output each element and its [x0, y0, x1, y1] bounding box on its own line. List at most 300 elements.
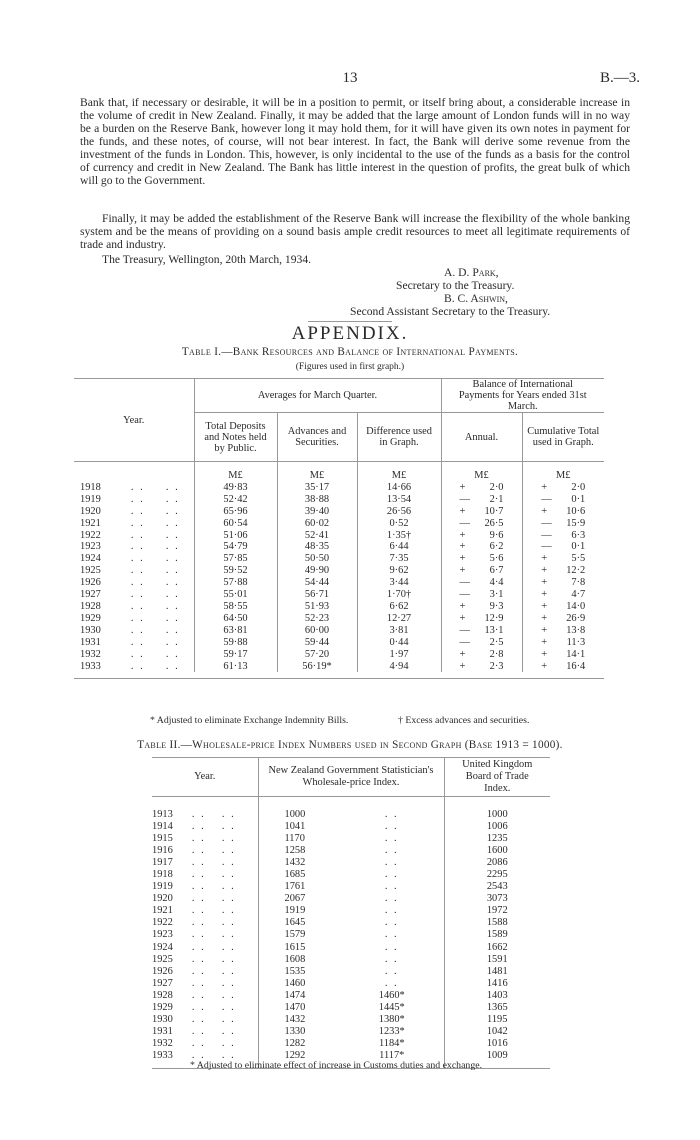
t1-annual-sign: +: [459, 481, 466, 493]
t1-year: 1924: [80, 553, 101, 565]
t1-group-balance: Balance of International Payments for Years ended 31st March.: [441, 379, 604, 413]
t1-cumulative: 11·3: [566, 636, 586, 648]
t2-dots: . .: [191, 1013, 206, 1025]
table-row: [152, 869, 550, 881]
table-row: [74, 506, 604, 518]
t1-cum-sign: +: [541, 505, 548, 517]
t1-deposits: 58·55: [194, 601, 277, 613]
dateline: The Treasury, Wellington, 20th March, 1934.: [102, 253, 312, 266]
t2-col-nz: New Zealand Government Statistician's Wholesale-price Index.: [258, 758, 444, 797]
signatory-1-title: Secretary to the Treasury.: [396, 279, 515, 292]
t1-deposits: 55·01: [194, 589, 277, 601]
t1-cum-sign: —: [541, 529, 552, 541]
t1-col-annual: Annual.: [441, 413, 522, 462]
t2-nz-2: . .: [384, 953, 399, 965]
t1-difference: 13·54: [357, 494, 441, 506]
table-row: [74, 482, 604, 494]
t1-advances: 60·02: [277, 518, 357, 530]
t2-year-cell: [152, 1038, 258, 1050]
t1-dots: . .: [165, 505, 180, 517]
t2-uk: 1365: [444, 1002, 550, 1014]
t2-nz-2: . .: [384, 809, 399, 820]
t1-difference: 1·35†: [357, 530, 441, 542]
t1-annual-sign: +: [459, 612, 466, 624]
t2-nz-2: . .: [384, 845, 399, 857]
t2-col-uk: United Kingdom Board of Trade Index.: [444, 758, 550, 797]
t2-year: 1930: [152, 1013, 173, 1025]
t2-dots: . .: [191, 929, 206, 941]
t2-uk: 1000: [444, 809, 550, 821]
t2-dots: . .: [221, 941, 236, 953]
t1-annual-sign: —: [459, 577, 470, 589]
t1-cumulative-cell: [522, 589, 604, 601]
t2-dots: . .: [191, 905, 206, 917]
t2-nz-2: 1380*: [378, 1013, 405, 1025]
t2-nz-2: . .: [384, 881, 399, 893]
t2-year-cell: [152, 845, 258, 857]
t2-dots: . .: [191, 941, 206, 953]
t2-dots: . .: [221, 845, 236, 857]
t1-annual-cell: [441, 518, 522, 530]
t1-cum-sign: +: [541, 553, 548, 565]
table-row: [152, 1014, 550, 1026]
t1-year-cell: [74, 482, 194, 494]
t2-uk: 2543: [444, 881, 550, 893]
t2-nz-2: 1117*: [379, 1049, 405, 1061]
t1-annual-sign: +: [459, 553, 466, 565]
t2-uk: 1600: [444, 845, 550, 857]
t2-nz-1: 1761: [258, 881, 340, 893]
t1-year-cell: [74, 649, 194, 661]
t2-uk: 1006: [444, 821, 550, 833]
t1-year: 1933: [80, 660, 101, 672]
t1-dots: . .: [165, 600, 180, 612]
t1-difference: 0·52: [357, 518, 441, 530]
t1-annual-sign: +: [459, 600, 466, 612]
t2-nz-1: 1330: [258, 1026, 340, 1038]
t2-dots: . .: [191, 893, 206, 905]
table-row: [152, 929, 550, 941]
t1-deposits: 52·42: [194, 494, 277, 506]
t2-dots: . .: [191, 1025, 206, 1037]
t1-dots: . .: [130, 600, 145, 612]
t2-year-cell: [152, 857, 258, 869]
t1-dots: . .: [165, 481, 180, 493]
t2-year-cell: [152, 917, 258, 929]
t1-cum-sign: —: [541, 517, 552, 529]
t1-cum-sign: +: [541, 648, 548, 660]
t2-nz-1: 1292: [258, 1050, 340, 1062]
t1-advances: 35·17: [277, 482, 357, 494]
t1-dots: . .: [165, 493, 180, 505]
t2-year: 1927: [152, 977, 173, 989]
table-row: [152, 978, 550, 990]
t2-year-cell: [152, 929, 258, 941]
t1-cum-sign: +: [541, 660, 548, 672]
t1-annual: 2·5: [489, 636, 504, 648]
t1-cumulative: 0·1: [571, 493, 586, 505]
t2-nz-1: 1579: [258, 929, 340, 941]
t2-uk: 1416: [444, 978, 550, 990]
table-row: [74, 625, 604, 637]
t1-difference: 9·62: [357, 565, 441, 577]
document-reference: B.—3.: [599, 70, 640, 86]
t2-dots: . .: [191, 917, 206, 929]
t1-annual: 2·1: [489, 493, 504, 505]
t1-deposits: 51·06: [194, 530, 277, 542]
table-row: [152, 1026, 550, 1038]
t2-year: 1926: [152, 965, 173, 977]
t2-uk: 2295: [444, 869, 550, 881]
t2-nz-2: . .: [384, 917, 399, 929]
t1-difference: 14·66: [357, 482, 441, 494]
t2-nz-1: 1460: [258, 978, 340, 990]
signatory-1-name: A. D. Park,: [444, 266, 499, 279]
t1-annual: 10·7: [484, 505, 504, 517]
t1-cumulative: 15·9: [566, 517, 586, 529]
t1-cumulative: 5·5: [571, 553, 586, 565]
t1-year-cell: [74, 661, 194, 673]
t1-cum-sign: —: [541, 493, 552, 505]
t1-deposits: 64·50: [194, 613, 277, 625]
t2-dots: . .: [191, 833, 206, 845]
table-row: [74, 577, 604, 589]
table-2-title: Table II.—Wholesale-price Index Numbers used in Second Graph (Base 1913 = 1000).: [137, 739, 563, 751]
t1-dots: . .: [130, 577, 145, 589]
t1-year-cell: [74, 601, 194, 613]
signatory-2-name: B. C. Ashwin,: [444, 292, 508, 305]
t1-annual: 2·3: [489, 660, 504, 672]
table-row: [152, 857, 550, 869]
t1-cumulative-cell: [522, 482, 604, 494]
t1-year-cell: [74, 637, 194, 649]
t2-dots: . .: [221, 965, 236, 977]
t1-dots: . .: [130, 624, 145, 636]
t1-difference: 12·27: [357, 613, 441, 625]
t1-dots: . .: [165, 624, 180, 636]
t1-deposits: 59·17: [194, 649, 277, 661]
t2-nz-1: 1474: [258, 990, 340, 1002]
t1-advances: 48·35: [277, 541, 357, 553]
t2-nz-1: 1608: [258, 954, 340, 966]
t1-annual: 12·9: [484, 612, 504, 624]
t1-advances: 52·23: [277, 613, 357, 625]
t1-year: 1921: [80, 517, 101, 529]
t1-deposits: 60·54: [194, 518, 277, 530]
t2-nz-2: . .: [384, 869, 399, 881]
table-row: [152, 954, 550, 966]
t1-cumulative-cell: [522, 637, 604, 649]
t2-year: 1924: [152, 941, 173, 953]
t1-cumulative: 0·1: [571, 541, 586, 553]
t1-dots: . .: [165, 577, 180, 589]
t1-year: 1929: [80, 612, 101, 624]
t1-advances: 59·44: [277, 637, 357, 649]
t2-year: 1932: [152, 1037, 173, 1049]
t2-year-cell: [152, 821, 258, 833]
t2-footnote: * Adjusted to eliminate effect of increase in Customs duties and exchange.: [190, 1060, 483, 1071]
t2-nz-1: 1041: [258, 821, 340, 833]
t1-cum-sign: +: [541, 636, 548, 648]
t1-dots: . .: [165, 541, 180, 553]
table-row: [152, 893, 550, 905]
t2-nz-2: . .: [384, 905, 399, 917]
t2-dots: . .: [221, 905, 236, 917]
t1-difference: 1·97: [357, 649, 441, 661]
t1-annual-cell: [441, 625, 522, 637]
t2-year-cell: [152, 809, 258, 821]
t1-bottom-spacer: [74, 672, 604, 679]
table-1-title: Table I.—Bank Resources and Balance of International Payments.: [181, 346, 519, 358]
table-row: [74, 518, 604, 530]
table-row: [152, 1038, 550, 1050]
t2-year: 1921: [152, 905, 173, 917]
t1-cumulative: 4·7: [571, 589, 586, 601]
t2-dots: . .: [221, 953, 236, 965]
t2-dots: . .: [221, 989, 236, 1001]
t1-cumulative: 14·0: [566, 600, 586, 612]
t1-difference: 4·94: [357, 661, 441, 673]
t2-year-cell: [152, 1014, 258, 1026]
t2-nz-2: . .: [384, 929, 399, 941]
t1-year-cell: [74, 577, 194, 589]
t2-nz-1: 1258: [258, 845, 340, 857]
t2-uk: 1589: [444, 929, 550, 941]
table-row: [74, 541, 604, 553]
t1-dots: . .: [165, 612, 180, 624]
t1-unit-spacer: [74, 462, 194, 482]
t2-nz-1: 1282: [258, 1038, 340, 1050]
t1-cumulative-cell: [522, 565, 604, 577]
t2-dots: . .: [191, 857, 206, 869]
t2-year-cell: [152, 978, 258, 990]
t1-cumulative-cell: [522, 553, 604, 565]
t1-annual-cell: [441, 553, 522, 565]
t2-year-cell: [152, 954, 258, 966]
t2-nz-1: 1432: [258, 1014, 340, 1026]
t2-dots: . .: [221, 857, 236, 869]
t1-annual-cell: [441, 530, 522, 542]
t1-cumulative-cell: [522, 649, 604, 661]
t2-year-cell: [152, 905, 258, 917]
t1-deposits: 49·83: [194, 482, 277, 494]
t1-year: 1925: [80, 565, 101, 577]
t1-cumulative: 6·3: [571, 529, 586, 541]
t1-cum-sign: —: [541, 541, 552, 553]
t1-dots: . .: [165, 553, 180, 565]
t1-annual-sign: —: [459, 517, 470, 529]
t2-year-cell: [152, 1026, 258, 1038]
table-row: [74, 649, 604, 661]
t2-nz-1: 1535: [258, 966, 340, 978]
t2-dots: . .: [221, 917, 236, 929]
table-row: [152, 821, 550, 833]
t2-uk: 2086: [444, 857, 550, 869]
t1-annual: 5·6: [489, 553, 504, 565]
t2-year: 1919: [152, 881, 173, 893]
table-row: [74, 589, 604, 601]
t1-deposits: 61·13: [194, 661, 277, 673]
t1-annual-sign: +: [459, 505, 466, 517]
t1-annual-sign: +: [459, 565, 466, 577]
table-row: [152, 881, 550, 893]
t1-unit-advances: M£: [277, 462, 357, 482]
t1-year-cell: [74, 613, 194, 625]
t2-year-cell: [152, 881, 258, 893]
t1-advances: 56·19*: [277, 661, 357, 673]
t2-year-cell: [152, 833, 258, 845]
t1-cumulative-cell: [522, 506, 604, 518]
t1-advances: 57·20: [277, 649, 357, 661]
t1-difference: 0·44: [357, 637, 441, 649]
t2-year: 1933: [152, 1049, 173, 1061]
t1-footnote-1: * Adjusted to eliminate Exchange Indemnity Bills.: [150, 715, 349, 726]
t2-year: 1925: [152, 953, 173, 965]
t1-footnote-2: † Excess advances and securities.: [398, 715, 530, 726]
t2-year-header: Year.: [194, 770, 216, 782]
t2-uk: 1481: [444, 966, 550, 978]
table-row: [152, 809, 550, 821]
t1-annual: 2·0: [489, 481, 504, 493]
t1-unit-deposits: M£: [194, 462, 277, 482]
t2-dots: . .: [221, 821, 236, 833]
table-row: [74, 565, 604, 577]
t1-deposits: 65·96: [194, 506, 277, 518]
t2-year: 1922: [152, 917, 173, 929]
t1-dots: . .: [130, 636, 145, 648]
table-row: [152, 966, 550, 978]
t1-advances: 51·93: [277, 601, 357, 613]
t1-annual-cell: [441, 565, 522, 577]
t2-nz-2: . .: [384, 821, 399, 833]
t1-year-cell: [74, 625, 194, 637]
t2-dots: . .: [191, 977, 206, 989]
t1-annual-cell: [441, 506, 522, 518]
t1-col-cumulative: Cumulative Total used in Graph.: [522, 413, 604, 462]
t1-dots: . .: [130, 493, 145, 505]
t2-year: 1918: [152, 869, 173, 881]
t1-advances: 39·40: [277, 506, 357, 518]
t1-unit-difference: M£: [357, 462, 441, 482]
t2-nz-2: . .: [384, 893, 399, 905]
t1-year-cell: [74, 541, 194, 553]
t2-nz-2: . .: [384, 857, 399, 869]
t1-dots: . .: [130, 589, 145, 601]
t1-deposits: 54·79: [194, 541, 277, 553]
t1-deposits: 57·85: [194, 553, 277, 565]
t2-nz-1: 1470: [258, 1002, 340, 1014]
table-row: [74, 613, 604, 625]
t1-year-cell: [74, 518, 194, 530]
appendix-title: APPENDIX.: [291, 323, 409, 344]
t1-annual-cell: [441, 577, 522, 589]
t2-nz-2: 1445*: [378, 1001, 405, 1013]
table-row: [152, 942, 550, 954]
t1-cumulative: 2·0: [571, 481, 586, 493]
t1-cum-sign: +: [541, 577, 548, 589]
t1-deposits: 63·81: [194, 625, 277, 637]
t2-dots: . .: [221, 1001, 236, 1013]
t1-year: 1920: [80, 505, 101, 517]
t2-dots: . .: [191, 965, 206, 977]
t1-annual-cell: [441, 482, 522, 494]
t2-top-spacer: [152, 797, 258, 810]
t2-year: 1928: [152, 989, 173, 1001]
t2-year: 1917: [152, 857, 173, 869]
table-1-subtitle: (Figures used in first graph.): [295, 362, 405, 372]
t1-advances: 49·90: [277, 565, 357, 577]
t1-annual-cell: [441, 589, 522, 601]
table-row: [152, 990, 550, 1002]
t1-annual-sign: +: [459, 529, 466, 541]
table-row: [152, 833, 550, 845]
t1-cumulative-cell: [522, 601, 604, 613]
t1-year-cell: [74, 589, 194, 601]
t1-dots: . .: [130, 648, 145, 660]
t1-year-cell: [74, 565, 194, 577]
t1-cumulative: 10·6: [566, 505, 586, 517]
t1-annual: 26·5: [484, 517, 504, 529]
table-1: [74, 378, 604, 679]
t1-cumulative: 12·2: [566, 565, 586, 577]
t2-uk: 1235: [444, 833, 550, 845]
t1-advances: 50·50: [277, 553, 357, 565]
t1-advances: 38·88: [277, 494, 357, 506]
t1-year: 1931: [80, 636, 101, 648]
t1-cum-sign: +: [541, 565, 548, 577]
t1-annual-sign: —: [459, 624, 470, 636]
t2-nz-1: 1615: [258, 942, 340, 954]
t2-uk: 1972: [444, 905, 550, 917]
t2-dots: . .: [221, 929, 236, 941]
t2-dots: . .: [191, 1001, 206, 1013]
t2-dots: . .: [191, 821, 206, 833]
divider: [308, 321, 392, 322]
t1-annual-cell: [441, 601, 522, 613]
t1-dots: . .: [130, 612, 145, 624]
t2-year: 1916: [152, 845, 173, 857]
t2-dots: . .: [221, 1025, 236, 1037]
t1-annual: 9·6: [489, 529, 504, 541]
t1-cumulative-cell: [522, 661, 604, 673]
t1-col-difference: Difference used in Graph.: [357, 413, 441, 462]
t1-cumulative: 7·8: [571, 577, 586, 589]
paragraph-2: [80, 212, 630, 251]
t1-year-cell: [74, 494, 194, 506]
t1-year-cell: [74, 553, 194, 565]
t1-annual-cell: [441, 661, 522, 673]
t2-uk: 3073: [444, 893, 550, 905]
t1-cumulative: 26·9: [566, 612, 586, 624]
t1-dots: . .: [130, 529, 145, 541]
t1-annual-sign: +: [459, 541, 466, 553]
t1-advances: 60·00: [277, 625, 357, 637]
t1-dots: . .: [130, 553, 145, 565]
t1-difference: 7·35: [357, 553, 441, 565]
t1-dots: . .: [165, 660, 180, 672]
t2-year-cell: [152, 942, 258, 954]
table-row: [152, 917, 550, 929]
t1-cum-sign: +: [541, 600, 548, 612]
page-number: 13: [342, 70, 358, 86]
t1-dots: . .: [165, 636, 180, 648]
t1-cumulative-cell: [522, 494, 604, 506]
t2-dots: . .: [191, 1037, 206, 1049]
t2-dots: . .: [221, 977, 236, 989]
t2-nz-1: 1170: [258, 833, 340, 845]
t2-nz-1: 1645: [258, 917, 340, 929]
t1-deposits: 59·52: [194, 565, 277, 577]
